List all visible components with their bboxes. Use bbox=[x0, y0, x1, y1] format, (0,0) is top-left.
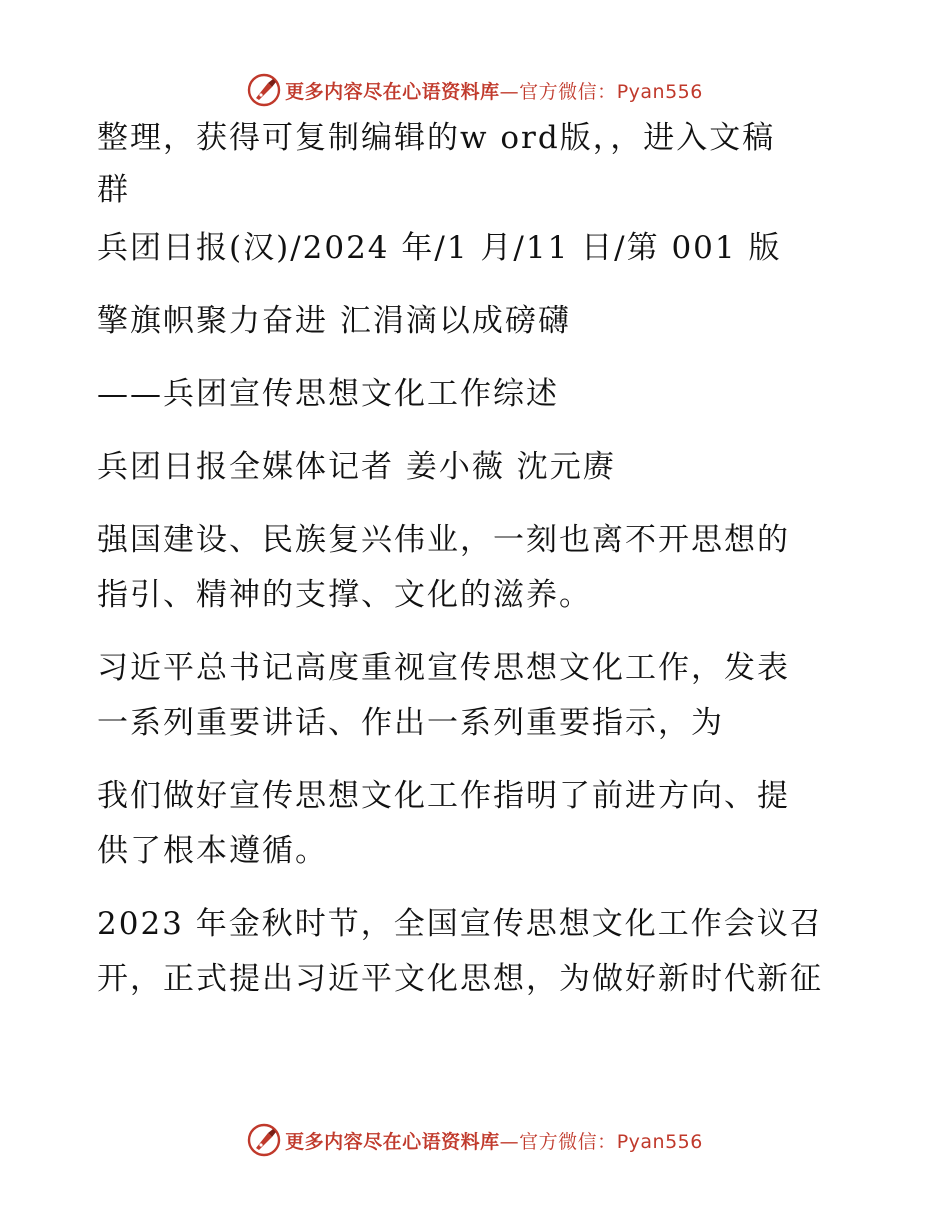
pen-nib-logo-icon bbox=[247, 73, 281, 107]
banner-text bbox=[285, 77, 703, 104]
text-line: 兵团日报(汉)/2024 年/1 月/11 日/第 001 版 bbox=[97, 230, 782, 266]
banner-wechat-label: 官方微信： bbox=[519, 1130, 617, 1153]
banner-account: Pyan556 bbox=[616, 1130, 703, 1153]
paragraph-line: 开，正式提出习近平文化思想，为做好新时代新征 bbox=[97, 961, 823, 997]
banner-brand: 更多内容尽在心语资料库 bbox=[285, 80, 500, 103]
paragraph-line: 我们做好宣传思想文化工作指明了前进方向、提 bbox=[97, 778, 790, 814]
banner-dash: — bbox=[499, 80, 520, 103]
text-line: 整理，获得可复制编辑的w ord版，，进入文稿 bbox=[97, 120, 776, 156]
paragraph-line: 供了根本遵循。 bbox=[97, 833, 328, 869]
article-title: 擎旗帜聚力奋进 汇涓滴以成磅礴 bbox=[97, 303, 571, 339]
article-byline: 兵团日报全媒体记者 姜小薇 沈元赓 bbox=[97, 449, 616, 485]
paragraph-line: 习近平总书记高度重视宣传思想文化工作，发表 bbox=[97, 650, 790, 686]
banner-wechat-label: 官方微信： bbox=[519, 80, 617, 103]
paragraph-line: 2023 年金秋时节，全国宣传思想文化工作会议召 bbox=[97, 906, 823, 942]
article-subtitle: ——兵团宣传思想文化工作综述 bbox=[97, 376, 559, 412]
banner-text bbox=[285, 1127, 703, 1154]
banner-account: Pyan556 bbox=[616, 80, 703, 103]
text-line: 群 bbox=[97, 172, 130, 208]
banner-dash: — bbox=[499, 1130, 520, 1153]
paragraph-line: 指引、精神的支撑、文化的滋养。 bbox=[97, 577, 592, 613]
paragraph-line: 一系列重要讲话、作出一系列重要指示，为 bbox=[97, 705, 724, 741]
banner-brand: 更多内容尽在心语资料库 bbox=[285, 1130, 500, 1153]
document-body bbox=[97, 120, 857, 1080]
footer-banner bbox=[0, 1120, 950, 1160]
pen-nib-logo-icon bbox=[247, 1123, 281, 1157]
paragraph-line: 强国建设、民族复兴伟业，一刻也离不开思想的 bbox=[97, 522, 790, 558]
header-banner bbox=[0, 70, 950, 110]
